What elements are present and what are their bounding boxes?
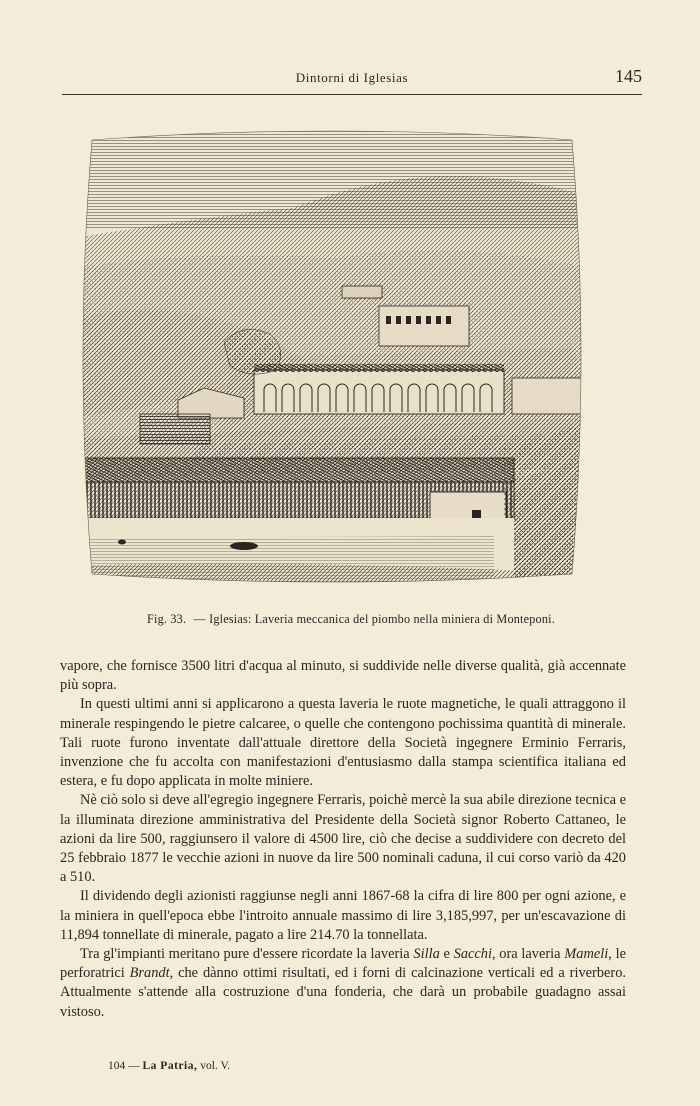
laveria-name-silla: Silla — [413, 946, 440, 963]
paragraph-5-part: , ora laveria — [491, 946, 565, 963]
figure-label: Fig. 33. — [147, 612, 187, 626]
drill-name-brandt: Brandt — [129, 965, 170, 982]
page-number: 145 — [615, 66, 642, 86]
paragraph-5-part: , che dànno ottimi risultati, ed i forni di calcinazione verticali ed a riverbero. Attualmente s'attende alla costruzione d'una fonderia, che darà un probabile guadagno assai vistoso. — [60, 965, 626, 1020]
running-title: Dintorni di Iglesias — [295, 70, 409, 85]
engraving-laveria-monteponi — [74, 118, 590, 594]
volume-label: vol. V. — [200, 1060, 231, 1072]
figure-caption — [60, 612, 642, 627]
signature-footer — [108, 1060, 230, 1072]
body-text — [60, 657, 626, 1022]
journal-title: La Patria, — [142, 1060, 198, 1072]
paragraph-5-part: Tra gl'impianti meritano pure d'essere ricordate la laveria — [80, 946, 414, 963]
laveria-name-mameli: Mameli — [564, 946, 609, 963]
engraving-illustration — [74, 118, 590, 594]
paragraph-2: In questi ultimi anni si applicarono a questa laveria le ruote magnetiche, le quali attraggono il minerale respingendo le pietre calcaree, o quelle che contengono pochissima quantità di minerale. Tali ruote furono inventate dall'attuale direttore della Società ingegnere Erminio Ferraris, invenzione che fu accolta con manifestazioni d'entusiasmo dalla stampa scientifica italiana ed estera, e fu dopo applicata in molte miniere. — [60, 696, 626, 790]
signature-mark: 104 — — [108, 1060, 140, 1072]
paragraph-3: Nè ciò solo si deve all'egregio ingegnere Ferraris, poichè mercè la sua abile direzione tecnica e la illuminata direzione amministrativa del Presidente della Società signor Roberto Cattaneo, le azioni da lire 500, raggiunsero il valore di 4500 lire, ciò che decise a suddividere con decreto del 25 febbraio 1877 le vecchie azioni in nuove da lire 500 nominali caduna, il cui corso variò da 420 a 510. — [60, 792, 626, 886]
figure-caption-text: — Iglesias: Laveria meccanica del piombo nella miniera di Monteponi. — [193, 612, 555, 626]
paragraph-5 — [60, 945, 626, 1022]
running-head — [62, 64, 642, 95]
laveria-name-sacchi: Sacchi — [453, 946, 492, 963]
paragraph-4: Il dividendo degli azionisti raggiunse negli anni 1867-68 la cifra di lire 800 per ogni azione, e la miniera in quell'epoca ebbe l'introito annuale massimo di lire 3,185,997, per un'escavazione di 11,894 tonnellate di minerale, pagato a lire 214.70 la tonnellata. — [60, 888, 626, 943]
paragraph-1: vapore, che fornisce 3500 litri d'acqua al minuto, si suddivide nelle diverse qualità, già accennate più sopra. — [60, 658, 626, 694]
paragraph-5-part: , le perforatrici — [60, 946, 626, 982]
paragraph-5-part: e — [439, 946, 454, 963]
